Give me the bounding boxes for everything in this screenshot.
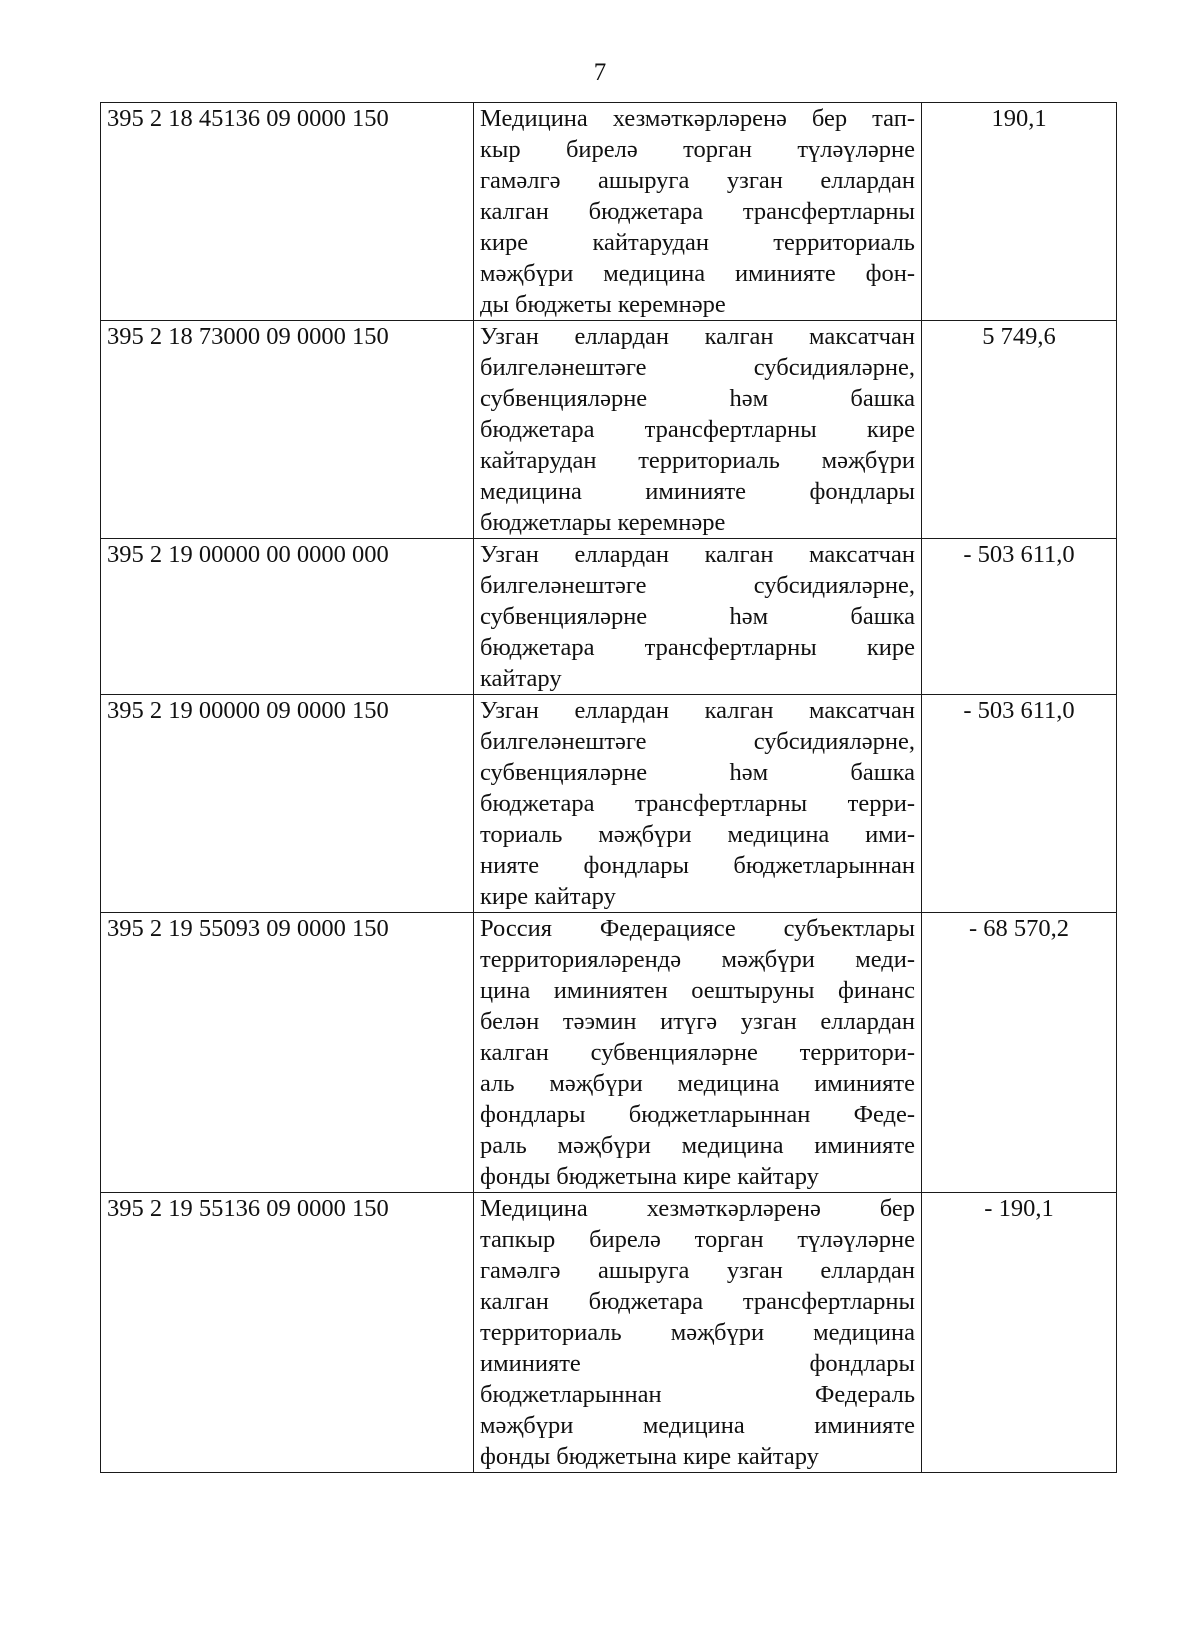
row-description [474,695,922,913]
description-line: ды бюджеты керемнәре [480,291,726,318]
budget-code: 395 2 19 00000 09 0000 150 [101,695,474,913]
table-row [101,695,1117,913]
description-line: билгеләнештәге субсидияләрне, [480,354,915,381]
row-description [474,539,922,695]
description-line: фонды бюджетына кире кайтару [480,1163,819,1190]
description-line: кире кайтарудан территориаль [480,229,915,256]
description-line: Медицина хезмәткәрләренә бер [480,1195,915,1222]
description-line: цина иминиятен оештыруны финанс [480,977,915,1004]
amount-value: - 68 570,2 [922,913,1117,1193]
description-line: Медицина хезмәткәрләренә бер тап- [480,105,915,132]
description-line: кире кайтару [480,883,616,910]
description-line: иминияте фондлары [480,1350,915,1377]
page-number: 7 [593,59,607,86]
description-line: субвенцияләрне һәм башка [480,759,915,786]
row-description [474,913,922,1193]
description-line: билгеләнештәге субсидияләрне, [480,728,915,755]
table-row [101,539,1117,695]
row-description [474,103,922,321]
description-line: калган субвенцияләрне территори- [480,1039,915,1066]
description-line: билгеләнештәге субсидияләрне, [480,572,915,599]
description-line: субвенцияләрне һәм башка [480,603,915,630]
description-line: белән тәэмин итүгә узган еллардан [480,1008,915,1035]
budget-table [100,102,1117,1473]
description-line: ториаль мәҗбүри медицина ими- [480,821,915,848]
description-line: территориаль мәҗбүри медицина [480,1319,915,1346]
budget-table-body [101,103,1117,1473]
amount-value: - 503 611,0 [922,539,1117,695]
description-line: гамәлгә ашыруга узган еллардан [480,1257,915,1284]
description-line: раль мәҗбүри медицина иминияте [480,1132,915,1159]
budget-code: 395 2 18 73000 09 0000 150 [101,321,474,539]
description-line: гамәлгә ашыруга узган еллардан [480,167,915,194]
table-row [101,321,1117,539]
description-line: субвенцияләрне һәм башка [480,385,915,412]
description-line: территорияләрендә мәҗбүри меди- [480,946,915,973]
table-row [101,103,1117,321]
amount-value: - 503 611,0 [922,695,1117,913]
description-line: медицина иминияте фондлары [480,478,915,505]
description-line: Узган еллардан калган максатчан [480,697,915,724]
description-line: бюджетларыннан Федераль [480,1381,915,1408]
description-line: мәҗбүри медицина иминияте фон- [480,260,915,287]
description-line: кыр бирелә торган түләүләрне [480,136,915,163]
description-line: Россия Федерациясе субъектлары [480,915,915,942]
description-line: кайтару [480,665,562,692]
description-line: бюджетара трансфертларны кире [480,416,915,443]
row-description [474,1193,922,1473]
budget-code: 395 2 19 55093 09 0000 150 [101,913,474,1193]
description-line: калган бюджетара трансфертларны [480,198,915,225]
budget-code: 395 2 19 55136 09 0000 150 [101,1193,474,1473]
description-line: бюджетара трансфертларны терри- [480,790,915,817]
amount-value: 5 749,6 [922,321,1117,539]
amount-value: 190,1 [922,103,1117,321]
description-line: нияте фондлары бюджетларыннан [480,852,915,879]
description-line: фонды бюджетына кире кайтару [480,1443,819,1470]
description-line: мәҗбүри медицина иминияте [480,1412,915,1439]
budget-code: 395 2 19 00000 00 0000 000 [101,539,474,695]
description-line: фондлары бюджетларыннан Феде- [480,1101,915,1128]
table-row [101,913,1117,1193]
description-line: тапкыр бирелә торган түләүләрне [480,1226,915,1253]
description-line: Узган еллардан калган максатчан [480,323,915,350]
amount-value: - 190,1 [922,1193,1117,1473]
description-line: бюджетлары керемнәре [480,509,726,536]
budget-code: 395 2 18 45136 09 0000 150 [101,103,474,321]
description-line: кайтарудан территориаль мәҗбүри [480,447,915,474]
row-description [474,321,922,539]
description-line: аль мәҗбүри медицина иминияте [480,1070,915,1097]
description-line: Узган еллардан калган максатчан [480,541,915,568]
table-row [101,1193,1117,1473]
description-line: калган бюджетара трансфертларны [480,1288,915,1315]
description-line: бюджетара трансфертларны кире [480,634,915,661]
